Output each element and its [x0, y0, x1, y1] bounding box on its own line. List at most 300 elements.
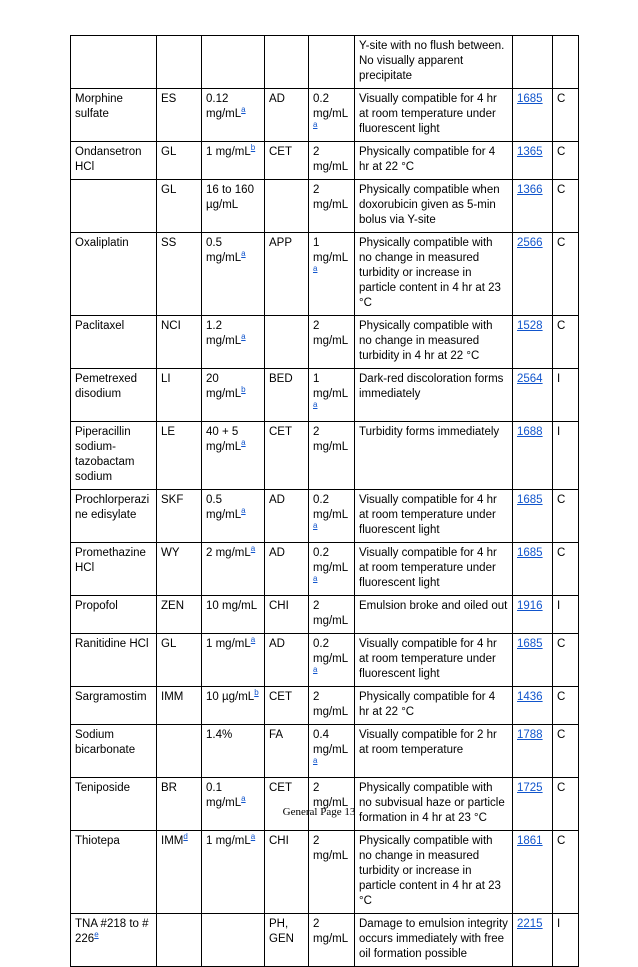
reference-link[interactable]: 2564 [517, 373, 543, 385]
drug-cell [71, 596, 157, 634]
remarks-text: Physically compatible with no subvisual haze or particle formation in 4 hr at 23 °C [359, 782, 505, 824]
drug-cell [71, 687, 157, 725]
compatibility-text: C [557, 729, 566, 741]
remarks-cell [355, 89, 513, 142]
doxorubicin-manufacturer-cell [265, 543, 309, 596]
compatibility-text: C [557, 547, 566, 559]
manufacturer-cell [157, 180, 202, 233]
remarks-cell [355, 778, 513, 831]
compatibility-text: I [557, 918, 561, 930]
doxorubicin-concentration-cell [309, 36, 355, 89]
doxorubicin-manufacturer-cell [265, 142, 309, 180]
compatibility-cell [553, 778, 579, 831]
manufacturer-text: ES [161, 93, 177, 105]
doxorubicin-manufacturer-text: CET [269, 691, 292, 703]
remarks-cell [355, 233, 513, 316]
drug-text: Pemetrexed disodium [75, 373, 138, 400]
remarks-text: Visually compatible for 4 hr at room temperature under fluorescent light [359, 494, 497, 536]
reference-link[interactable]: 1685 [517, 93, 543, 105]
manufacturer-cell [157, 89, 202, 142]
footnote-link[interactable]: a [313, 400, 318, 410]
drug-cell [71, 369, 157, 422]
doxorubicin-concentration-text: 2 mg/mL [313, 184, 349, 211]
remarks-cell [355, 180, 513, 233]
remarks-cell [355, 36, 513, 89]
manufacturer-text: LE [161, 426, 176, 438]
drug-text: Paclitaxel [75, 320, 125, 332]
reference-link[interactable]: 1916 [517, 600, 543, 612]
remarks-text: Turbidity forms immediately [359, 426, 500, 438]
footnote-link[interactable]: a [241, 506, 246, 516]
footnote-link[interactable]: e [94, 930, 99, 940]
reference-link[interactable]: 1725 [517, 782, 543, 794]
reference-cell [513, 687, 553, 725]
manufacturer-text: SKF [161, 494, 184, 506]
remarks-cell [355, 142, 513, 180]
concentration-text: 0.5 mg/mL [206, 494, 242, 521]
compatibility-text: C [557, 184, 566, 196]
table-row [71, 89, 579, 142]
concentration-cell [202, 596, 265, 634]
footnote-link[interactable]: a [241, 332, 246, 342]
concentration-cell [202, 725, 265, 778]
drug-cell [71, 89, 157, 142]
table-row [71, 422, 579, 490]
drug-text: Morphine sulfate [75, 93, 123, 120]
drug-text: Thiotepa [75, 835, 120, 847]
drug-text: Sodium bicarbonate [75, 729, 136, 756]
table-row [71, 725, 579, 778]
doxorubicin-manufacturer-cell [265, 490, 309, 543]
compatibility-cell [553, 422, 579, 490]
drug-text: Oxaliplatin [75, 237, 129, 249]
drug-text: Piperacillin sodium-tazobactam sodium [75, 426, 135, 483]
reference-link[interactable]: 1436 [517, 691, 543, 703]
concentration-text: 1 mg/mL [206, 638, 251, 650]
compatibility-cell [553, 142, 579, 180]
concentration-text: 20 mg/mL [206, 373, 242, 400]
remarks-text: Emulsion broke and oiled out [359, 600, 508, 612]
compatibility-text: C [557, 320, 566, 332]
concentration-cell [202, 831, 265, 914]
concentration-text: 10 µg/mL [206, 691, 255, 703]
footnote-link[interactable]: a [313, 574, 318, 584]
drug-cell [71, 142, 157, 180]
concentration-text: 0.1 mg/mL [206, 782, 242, 809]
compatibility-text: C [557, 494, 566, 506]
manufacturer-cell [157, 634, 202, 687]
remarks-text: Physically compatible when doxorubicin given as 5-min bolus via Y-site [359, 184, 500, 226]
doxorubicin-concentration-cell [309, 543, 355, 596]
doxorubicin-manufacturer-cell [265, 316, 309, 369]
compatibility-text: I [557, 373, 561, 385]
table-row [71, 778, 579, 831]
concentration-cell [202, 490, 265, 543]
concentration-cell [202, 778, 265, 831]
table-row [71, 316, 579, 369]
doxorubicin-manufacturer-text: AD [269, 547, 285, 559]
concentration-text: 1.4% [206, 729, 233, 741]
reference-cell [513, 89, 553, 142]
drug-cell [71, 543, 157, 596]
manufacturer-cell [157, 914, 202, 967]
concentration-cell [202, 180, 265, 233]
page-footer: General Page 13 [282, 806, 356, 818]
remarks-text: Physically compatible for 4 hr at 22 °C [359, 691, 496, 718]
doxorubicin-manufacturer-text: CHI [269, 600, 289, 612]
doxorubicin-concentration-cell [309, 422, 355, 490]
concentration-cell [202, 233, 265, 316]
doxorubicin-concentration-text: 2 mg/mL [313, 426, 349, 453]
remarks-cell [355, 490, 513, 543]
reference-link[interactable]: 1685 [517, 494, 543, 506]
manufacturer-text: IMM [161, 691, 184, 703]
footnote-link[interactable]: a [250, 832, 256, 842]
table-row [71, 233, 579, 316]
reference-link[interactable]: 1685 [517, 638, 543, 650]
reference-cell [513, 180, 553, 233]
manufacturer-cell [157, 543, 202, 596]
manufacturer-text: NCI [161, 320, 181, 332]
drug-cell [71, 634, 157, 687]
compatibility-text: I [557, 600, 561, 612]
manufacturer-cell [157, 687, 202, 725]
reference-cell [513, 422, 553, 490]
footnote-link[interactable]: a [241, 438, 246, 448]
doxorubicin-manufacturer-text: CET [269, 782, 292, 794]
doxorubicin-manufacturer-text: AD [269, 494, 285, 506]
doxorubicin-manufacturer-cell [265, 36, 309, 89]
manufacturer-cell [157, 490, 202, 543]
reference-cell [513, 831, 553, 914]
table-body [71, 36, 579, 967]
footnote-link[interactable]: a [313, 665, 318, 675]
concentration-cell [202, 543, 265, 596]
doxorubicin-manufacturer-cell [265, 369, 309, 422]
reference-link[interactable]: 1365 [517, 146, 543, 158]
drug-cell [71, 490, 157, 543]
compatibility-cell [553, 180, 579, 233]
remarks-text: Visually compatible for 4 hr at room temperature under fluorescent light [359, 638, 497, 680]
reference-link[interactable]: 1861 [517, 835, 543, 847]
drug-cell [71, 725, 157, 778]
reference-link[interactable]: 2566 [517, 237, 543, 249]
remarks-cell [355, 725, 513, 778]
reference-link[interactable]: 2215 [517, 918, 543, 930]
doxorubicin-concentration-cell [309, 914, 355, 967]
reference-link[interactable]: 1788 [517, 729, 543, 741]
reference-cell [513, 914, 553, 967]
table-row [71, 687, 579, 725]
concentration-cell [202, 914, 265, 967]
footnote-link[interactable]: a [313, 521, 318, 531]
concentration-cell [202, 142, 265, 180]
table-row [71, 36, 579, 89]
concentration-text: 40 + 5 mg/mL [206, 426, 242, 453]
compatibility-table [70, 35, 579, 967]
concentration-text: 1.2 mg/mL [206, 320, 242, 347]
doxorubicin-concentration-cell [309, 180, 355, 233]
drug-text: TNA #218 to # 226 [75, 918, 149, 945]
reference-cell [513, 316, 553, 369]
table-row [71, 543, 579, 596]
doxorubicin-manufacturer-cell [265, 89, 309, 142]
doxorubicin-concentration-cell [309, 725, 355, 778]
doxorubicin-concentration-cell [309, 596, 355, 634]
doxorubicin-concentration-text: 0.2 mg/mL [313, 547, 349, 574]
table-row [71, 634, 579, 687]
doxorubicin-manufacturer-cell [265, 725, 309, 778]
doxorubicin-concentration-text: 0.2 mg/mL [313, 93, 349, 120]
doxorubicin-concentration-text: 0.2 mg/mL [313, 494, 349, 521]
compatibility-text: C [557, 93, 566, 105]
reference-cell [513, 369, 553, 422]
manufacturer-text: IMM [161, 835, 184, 847]
manufacturer-text: GL [161, 638, 177, 650]
compatibility-text: C [557, 146, 566, 158]
reference-cell [513, 725, 553, 778]
doxorubicin-concentration-text: 2 mg/mL [313, 146, 349, 173]
manufacturer-cell [157, 778, 202, 831]
concentration-text: 1 mg/mL [206, 146, 251, 158]
doxorubicin-manufacturer-text: PH, GEN [269, 918, 294, 945]
drug-cell [71, 422, 157, 490]
drug-text: Ranitidine HCl [75, 638, 149, 650]
doxorubicin-concentration-cell [309, 369, 355, 422]
drug-text: Ondansetron HCl [75, 146, 142, 173]
manufacturer-cell [157, 142, 202, 180]
compatibility-cell [553, 687, 579, 725]
remarks-cell [355, 369, 513, 422]
compatibility-cell [553, 369, 579, 422]
concentration-cell [202, 89, 265, 142]
doxorubicin-concentration-text: 2 mg/mL [313, 835, 349, 862]
footnote-link[interactable]: a [313, 756, 318, 766]
table-row [71, 180, 579, 233]
doxorubicin-manufacturer-cell [265, 634, 309, 687]
reference-cell [513, 634, 553, 687]
reference-link[interactable]: 1685 [517, 547, 543, 559]
drug-text: Promethazine HCl [75, 547, 146, 574]
remarks-cell [355, 634, 513, 687]
manufacturer-cell [157, 725, 202, 778]
compatibility-text: C [557, 638, 566, 650]
reference-cell [513, 490, 553, 543]
table-row [71, 596, 579, 634]
concentration-cell [202, 369, 265, 422]
doxorubicin-concentration-text: 2 mg/mL [313, 782, 349, 809]
doxorubicin-manufacturer-cell [265, 596, 309, 634]
doxorubicin-manufacturer-text: FA [269, 729, 284, 741]
compatibility-cell [553, 831, 579, 914]
footnote-link[interactable]: a [241, 105, 246, 115]
table-row [71, 142, 579, 180]
doxorubicin-concentration-text: 2 mg/mL [313, 918, 349, 945]
remarks-cell [355, 316, 513, 369]
footnote-link[interactable]: b [241, 385, 246, 395]
doxorubicin-manufacturer-cell [265, 831, 309, 914]
footnote-link[interactable]: d [183, 832, 188, 842]
manufacturer-text: SS [161, 237, 177, 249]
manufacturer-text: ZEN [161, 600, 184, 612]
remarks-text: Y-site with no flush between. No visually apparent precipitate [359, 40, 505, 82]
manufacturer-cell [157, 422, 202, 490]
remarks-cell [355, 596, 513, 634]
manufacturer-cell [157, 369, 202, 422]
drug-text: Propofol [75, 600, 118, 612]
drug-cell [71, 831, 157, 914]
reference-cell [513, 36, 553, 89]
concentration-cell [202, 422, 265, 490]
footnote-link[interactable]: b [254, 688, 259, 698]
remarks-cell [355, 687, 513, 725]
drug-cell [71, 233, 157, 316]
doxorubicin-concentration-text: 1 mg/mL [313, 373, 349, 400]
compatibility-cell [553, 490, 579, 543]
compatibility-cell [553, 596, 579, 634]
table-row [71, 369, 579, 422]
manufacturer-cell [157, 831, 202, 914]
reference-cell [513, 543, 553, 596]
manufacturer-cell [157, 36, 202, 89]
compatibility-cell [553, 543, 579, 596]
drug-text: Teniposide [75, 782, 130, 794]
doxorubicin-concentration-text: 2 mg/mL [313, 320, 349, 347]
drug-cell [71, 180, 157, 233]
concentration-text: 0.12 mg/mL [206, 93, 242, 120]
compatibility-cell [553, 233, 579, 316]
doxorubicin-manufacturer-text: CHI [269, 835, 289, 847]
concentration-text: 0.5 mg/mL [206, 237, 242, 264]
doxorubicin-concentration-text: 2 mg/mL [313, 691, 349, 718]
doxorubicin-manufacturer-cell [265, 233, 309, 316]
reference-link[interactable]: 1366 [517, 184, 543, 196]
concentration-text: 2 mg/mL [206, 547, 251, 559]
doxorubicin-concentration-cell [309, 687, 355, 725]
manufacturer-cell [157, 233, 202, 316]
remarks-text: Physically compatible with no change in measured turbidity or increase in particle content in 4 hr at 23 °C [359, 237, 501, 309]
drug-cell [71, 36, 157, 89]
reference-link[interactable]: 1688 [517, 426, 543, 438]
footnote-link[interactable]: a [313, 120, 318, 130]
manufacturer-cell [157, 596, 202, 634]
compatibility-cell [553, 914, 579, 967]
footnote-link[interactable]: a [250, 544, 256, 554]
concentration-cell [202, 687, 265, 725]
remarks-cell [355, 543, 513, 596]
doxorubicin-concentration-cell [309, 831, 355, 914]
concentration-text: 1 mg/mL [206, 835, 251, 847]
doxorubicin-manufacturer-cell [265, 778, 309, 831]
manufacturer-text: GL [161, 184, 177, 196]
doxorubicin-manufacturer-cell [265, 180, 309, 233]
manufacturer-text: GL [161, 146, 177, 158]
manufacturer-text: LI [161, 373, 171, 385]
remarks-text: Dark-red discoloration forms immediately [359, 373, 504, 400]
reference-cell [513, 596, 553, 634]
table-row [71, 914, 579, 967]
doxorubicin-concentration-cell [309, 142, 355, 180]
doxorubicin-manufacturer-cell [265, 687, 309, 725]
drug-cell [71, 914, 157, 967]
doxorubicin-concentration-text: 1 mg/mL [313, 237, 349, 264]
doxorubicin-manufacturer-cell [265, 422, 309, 490]
remarks-text: Visually compatible for 4 hr at room temperature under fluorescent light [359, 547, 497, 589]
doxorubicin-manufacturer-cell [265, 914, 309, 967]
remarks-text: Visually compatible for 4 hr at room temperature under fluorescent light [359, 93, 497, 135]
table-row [71, 831, 579, 914]
footnote-link[interactable]: a [241, 249, 246, 259]
remarks-text: Physically compatible for 4 hr at 22 °C [359, 146, 496, 173]
doxorubicin-concentration-cell [309, 233, 355, 316]
reference-cell [513, 233, 553, 316]
remarks-cell [355, 914, 513, 967]
doxorubicin-concentration-cell [309, 634, 355, 687]
reference-link[interactable]: 1528 [517, 320, 543, 332]
remarks-cell [355, 831, 513, 914]
compatibility-text: C [557, 782, 566, 794]
compatibility-cell [553, 316, 579, 369]
footnote-link[interactable]: a [241, 794, 246, 804]
drug-cell [71, 316, 157, 369]
table-row [71, 490, 579, 543]
compatibility-text: C [557, 691, 566, 703]
concentration-text: 10 mg/mL [206, 600, 258, 612]
concentration-cell [202, 634, 265, 687]
drug-text: Sargramostim [75, 691, 147, 703]
footnote-link[interactable]: b [250, 143, 256, 153]
doxorubicin-manufacturer-text: CET [269, 426, 292, 438]
doxorubicin-concentration-text: 2 mg/mL [313, 600, 349, 627]
doxorubicin-manufacturer-text: AD [269, 638, 285, 650]
remarks-cell [355, 422, 513, 490]
doxorubicin-concentration-cell [309, 316, 355, 369]
compatibility-text: I [557, 426, 561, 438]
compatibility-text: C [557, 237, 566, 249]
remarks-text: Damage to emulsion integrity occurs immediately with free oil formation possible [359, 918, 508, 960]
doxorubicin-manufacturer-text: BED [269, 373, 293, 385]
footnote-link[interactable]: a [313, 264, 318, 274]
drug-text: Prochlorperazine edisylate [75, 494, 150, 521]
compatibility-cell [553, 634, 579, 687]
doxorubicin-concentration-text: 0.2 mg/mL [313, 638, 349, 665]
concentration-cell [202, 36, 265, 89]
doxorubicin-manufacturer-text: AD [269, 93, 285, 105]
remarks-text: Physically compatible with no change in measured turbidity in 4 hr at 22 °C [359, 320, 493, 362]
compatibility-cell [553, 89, 579, 142]
reference-cell [513, 142, 553, 180]
doxorubicin-concentration-text: 0.4 mg/mL [313, 729, 349, 756]
footnote-link[interactable]: a [250, 635, 256, 645]
manufacturer-cell [157, 316, 202, 369]
compatibility-text: C [557, 835, 566, 847]
doxorubicin-concentration-cell [309, 89, 355, 142]
manufacturer-text: WY [161, 547, 180, 559]
manufacturer-text: BR [161, 782, 177, 794]
remarks-text: Visually compatible for 2 hr at room temperature [359, 729, 497, 756]
doxorubicin-manufacturer-text: CET [269, 146, 292, 158]
drug-cell [71, 778, 157, 831]
reference-cell [513, 778, 553, 831]
compatibility-cell [553, 725, 579, 778]
doxorubicin-concentration-cell [309, 490, 355, 543]
concentration-cell [202, 316, 265, 369]
doxorubicin-manufacturer-text: APP [269, 237, 293, 249]
concentration-text: 16 to 160 µg/mL [206, 184, 254, 211]
doxorubicin-concentration-cell [309, 778, 355, 831]
remarks-text: Physically compatible with no change in measured turbidity or increase in particle content in 4 hr at 23 °C [359, 835, 501, 907]
compatibility-cell [553, 36, 579, 89]
